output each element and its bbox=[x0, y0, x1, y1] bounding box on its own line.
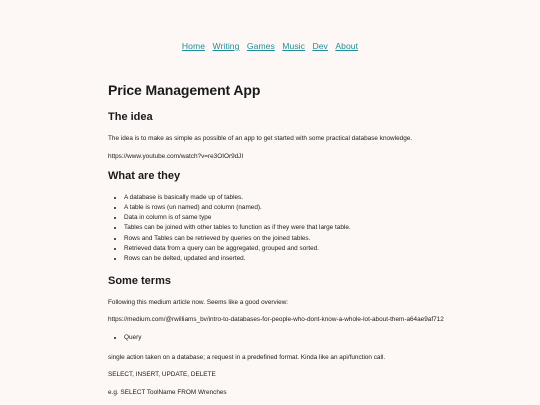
nav-music-link[interactable]: Music bbox=[282, 41, 305, 51]
nav-about-link[interactable]: About bbox=[335, 41, 359, 51]
list-item: • Tables can be joined with other tables to function as if they were that large table. bbox=[124, 223, 498, 233]
list-item: • Rows can be delted, updated and inserted. bbox=[124, 254, 498, 264]
article bbox=[108, 82, 498, 405]
nav-home-link[interactable]: Home bbox=[181, 41, 206, 51]
terms-intro: Following this medium article now. Seems like a good overview: bbox=[108, 298, 289, 306]
page-title: Price Management App bbox=[108, 82, 261, 98]
terms-list bbox=[124, 333, 498, 343]
nav-dev-link[interactable]: Dev bbox=[312, 41, 328, 51]
terms-heading: Some terms bbox=[108, 274, 171, 287]
what-list bbox=[124, 193, 498, 265]
list-item: • Rows and Tables can be retrieved by queries on the joined tables. bbox=[124, 234, 498, 244]
terms-link: https://medium.com/@rwilliams_bv/intro-to-databases-for-people-who-dont-know-a-whole-lot-about-them-a64ae9af712 bbox=[108, 316, 444, 324]
list-item: • A table is rows (un named) and column (named). bbox=[124, 203, 498, 213]
list-item: • Data in column is of same type bbox=[124, 213, 498, 223]
nav-games-link[interactable]: Games bbox=[246, 41, 275, 51]
idea-link: https://www.youtube.com/watch?v=re3OIOr9dJI bbox=[108, 152, 244, 160]
query-definition: single action taken on a database; a request in a predefined format. Kinda like an api/function call. bbox=[108, 353, 386, 361]
list-item: • Query bbox=[124, 333, 498, 343]
sql-example: e.g. SELECT ToolName FROM Wrenches bbox=[108, 389, 227, 397]
idea-heading: The idea bbox=[108, 111, 153, 123]
nav-writing-link[interactable]: Writing bbox=[212, 41, 240, 51]
what-heading: What are they bbox=[108, 169, 181, 182]
idea-text: The idea is to make as simple as possible of an app to get started with some practical database knowledge. bbox=[108, 135, 413, 142]
list-item: • A database is basically made up of tables. bbox=[124, 193, 498, 203]
top-nav bbox=[0, 41, 540, 51]
list-item: • Retrieved data from a query can be aggregated, grouped and sorted. bbox=[124, 244, 498, 254]
sql-commands: SELECT, INSERT, UPDATE, DELETE bbox=[108, 371, 216, 379]
